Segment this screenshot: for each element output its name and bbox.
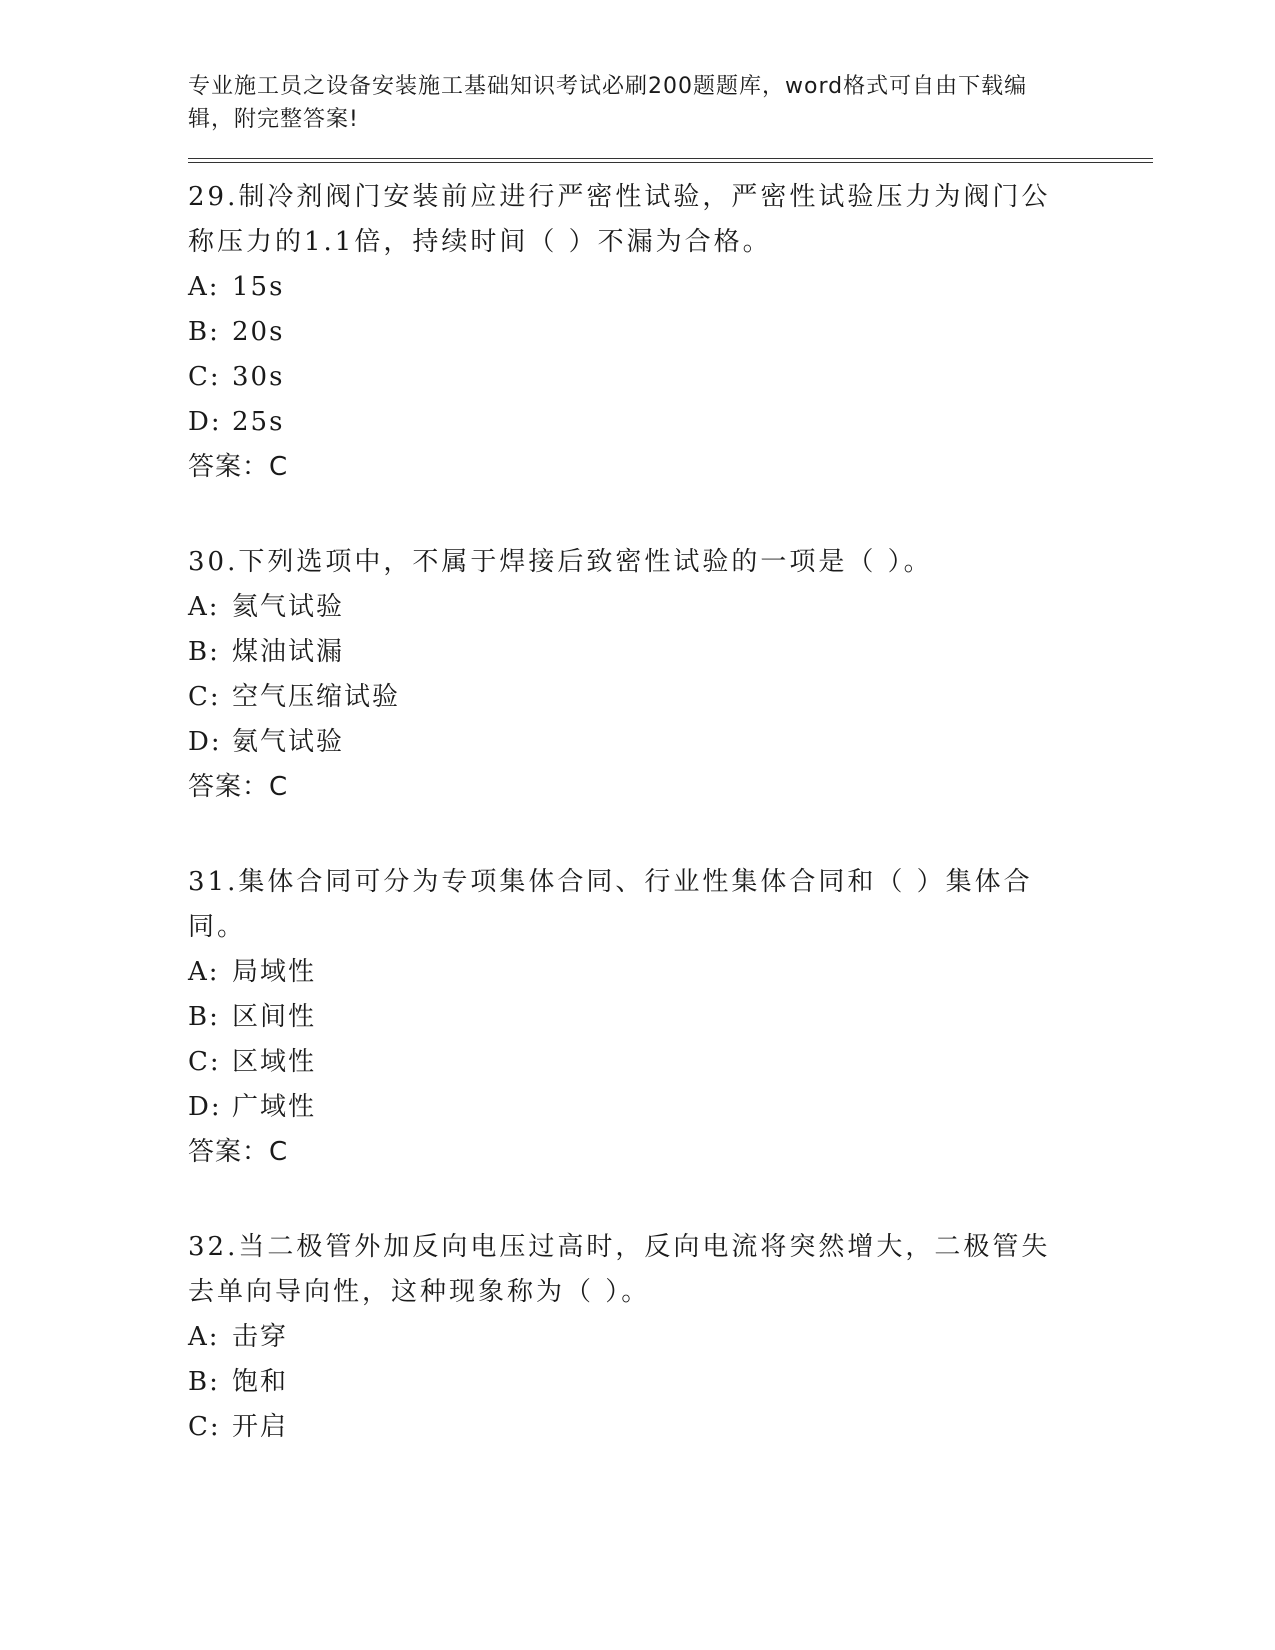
option-a: [188, 585, 1153, 630]
option-text: 区间性: [232, 1002, 317, 1032]
option-letter: D:: [188, 407, 222, 437]
option-letter: A:: [188, 957, 220, 987]
option-b: [188, 995, 1153, 1040]
header-double-rule: [188, 158, 1153, 163]
option-text: 饱和: [232, 1367, 289, 1397]
option-letter: B:: [188, 1002, 220, 1032]
option-letter: B:: [188, 637, 220, 667]
option-b: [188, 310, 1153, 355]
option-a: [188, 265, 1153, 310]
option-text: 空气压缩试验: [232, 682, 401, 712]
option-d: [188, 720, 1153, 765]
answer-line: 答案：C: [188, 1137, 289, 1167]
option-b: [188, 1360, 1153, 1405]
option-letter: D:: [188, 1092, 222, 1122]
option-text: 煤油试漏: [232, 637, 345, 667]
option-text: 30s: [232, 362, 285, 392]
option-letter: A:: [188, 272, 220, 302]
answer-line: 答案：C: [188, 772, 289, 802]
option-text: 15s: [232, 272, 285, 302]
option-c: [188, 675, 1153, 720]
option-text: 25s: [232, 407, 285, 437]
question-list: [188, 175, 1153, 1450]
option-text: 广域性: [232, 1092, 317, 1122]
answer-line: 答案：C: [188, 452, 289, 482]
option-letter: D:: [188, 727, 222, 757]
option-letter: C:: [188, 1047, 221, 1077]
option-letter: B:: [188, 317, 220, 347]
document-page: [188, 70, 1153, 1500]
option-c: [188, 355, 1153, 400]
document-header: 专业施工员之设备安装施工基础知识考试必刷200题题库，word格式可自由下载编辑，附完整答案!: [188, 74, 1028, 132]
question-item: [188, 540, 1153, 810]
option-text: 20s: [232, 317, 285, 347]
option-text: 氨气试验: [232, 727, 345, 757]
option-text: 击穿: [232, 1322, 289, 1352]
option-a: [188, 1315, 1153, 1360]
option-letter: A:: [188, 1322, 220, 1352]
option-text: 氦气试验: [232, 592, 345, 622]
option-letter: A:: [188, 592, 220, 622]
option-text: 局域性: [232, 957, 317, 987]
option-letter: C:: [188, 682, 221, 712]
option-letter: C:: [188, 362, 221, 392]
option-letter: C:: [188, 1412, 221, 1442]
option-d: [188, 1085, 1153, 1130]
option-a: [188, 950, 1153, 995]
option-c: [188, 1405, 1153, 1450]
question-stem: 31.集体合同可分为专项集体合同、行业性集体合同和（ ）集体合同。: [188, 867, 1033, 942]
option-text: 区域性: [232, 1047, 317, 1077]
question-stem: 29.制冷剂阀门安装前应进行严密性试验，严密性试验压力为阀门公称压力的1.1倍，持续时间（ ）不漏为合格。: [188, 182, 1051, 257]
question-item: [188, 1225, 1153, 1450]
option-c: [188, 1040, 1153, 1085]
question-item: [188, 860, 1153, 1175]
question-stem: 30.下列选项中，不属于焊接后致密性试验的一项是（ ）。: [188, 547, 933, 577]
question-item: [188, 175, 1153, 490]
question-stem: 32.当二极管外加反向电压过高时，反向电流将突然增大，二极管失去单向导向性，这种现象称为（ ）。: [188, 1232, 1051, 1307]
option-text: 开启: [232, 1412, 289, 1442]
option-d: [188, 400, 1153, 445]
option-letter: B:: [188, 1367, 220, 1397]
option-b: [188, 630, 1153, 675]
